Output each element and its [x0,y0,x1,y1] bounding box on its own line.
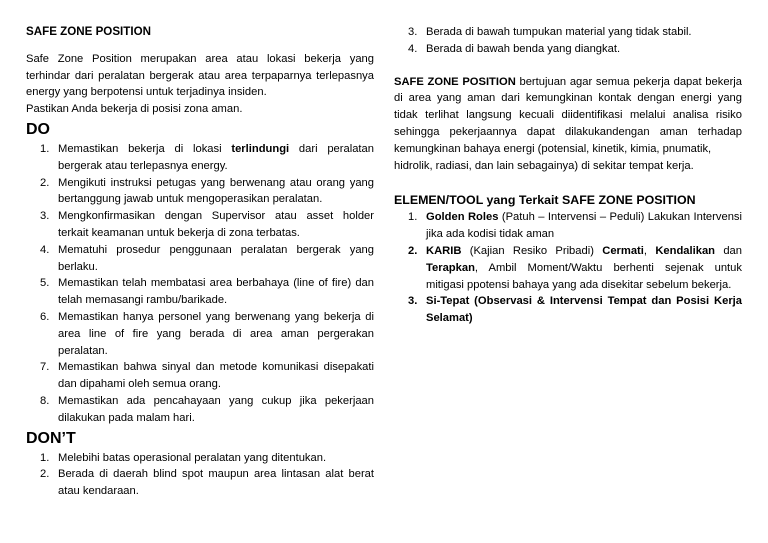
do-item-text: Mengikuti instruksi petugas yang berwenang atau orang yang bertanggung jawab untuk mengoperasikan peralatan. [58,176,374,206]
elements-title: ELEMEN/TOOL yang Terkait SAFE ZONE POSITION [394,193,696,208]
list-number: 6. [40,310,50,323]
element-keyword: Cermati [602,244,644,257]
do-item [26,393,374,427]
element-description: dan [715,244,742,257]
elements-list [394,209,742,327]
list-number: 4. [40,243,50,256]
list-number: 3. [408,295,418,308]
list-number: 3. [40,210,50,223]
intro-paragraph: Safe Zone Position merupakan area atau lokasi bekerja yang terhindar dari peralatan bergerak atau area terpaparnya terlepasnya energy yang berpotensi untuk terjadinya insiden. [26,52,374,99]
do-item-text: Mengkonfirmasikan dengan Supervisor atau asset holder terkait keamanan untuk bekerja di zona terbatas. [58,210,374,239]
do-item-text: Memastikan telah membatasi area berbahaya (line of fire) dan telah memasangi rambu/barikade. [58,277,374,307]
do-item [26,359,374,393]
dont-list [26,450,374,500]
do-item-text: Memastikan hanya personel yang berwenang yang bekerja di area line of fire yang berada di area aman pergerakan peralatan. [58,310,374,357]
intro-note: Pastikan Anda bekerja di posisi zona aman. [26,103,243,116]
list-number: 2. [40,176,50,189]
list-number: 1. [40,451,50,464]
list-number: 7. [40,361,50,374]
dont-list-continued [394,24,742,58]
purpose-paragraph [394,74,742,158]
purpose-continuation: hidrolik, radiasi, dan lain sebagainya) di sekitar tempat kerja. [394,159,694,172]
list-number: 2. [40,468,50,481]
element-keyword: Terapkan [426,261,475,274]
do-item-text: Memastikan ada pencahayaan yang cukup jika pekerjaan dilakukan pada malam hari. [58,394,374,424]
do-heading: DO [26,120,50,138]
do-item-text: Memastikan bahwa sinyal dan metode komunikasi disepakati dan dipahami oleh semua orang. [58,361,374,391]
do-item [26,141,374,175]
element-name: KARIB [426,244,462,257]
list-number: 1. [408,211,418,224]
dont-item-text: Berada di bawah benda yang diangkat. [426,42,621,55]
element-name: Golden Roles [426,211,499,224]
dont-item [394,41,742,58]
list-number: 3. [408,26,418,38]
do-item-text: Mematuhi prosedur penggunaan peralatan bergerak yang berlaku. [58,243,374,273]
dont-item-text: Berada di bawah tumpukan material yang tidak stabil. [426,26,692,38]
do-item [26,275,374,309]
purpose-text: bertujuan agar semua pekerja dapat bekerja di area yang aman dari kemungkinan kontak dengan energi yang tidak terlihat langsung kecuali diidentifikasi melalui analisa risiko sehingga pekerjaannya dapat dilakukandengan aman terhadap kemungkinan bahaya energi (potensial, kinetik, kimia, pnumatik, [394,75,742,155]
element-item [394,293,742,327]
element-description: (Kajian Resiko Pribadi) [461,244,603,257]
do-item-emphasis: terlindungi [231,142,290,155]
element-item [394,243,742,293]
list-number: 4. [408,42,418,55]
list-number: 8. [40,394,50,407]
left-column [26,0,374,500]
element-description: , [643,244,656,257]
list-number: 2. [408,244,418,257]
do-list [26,141,374,427]
document-title: SAFE ZONE POSITION [26,25,151,38]
dont-item [26,466,374,500]
element-keyword: Kendalikan [655,244,716,257]
purpose-lead: SAFE ZONE POSITION [394,75,516,88]
element-name: Si-Tepat (Observasi & Intervensi Tempat dan Posisi Kerja Selamat) [426,295,742,325]
element-item [394,209,742,243]
element-description: , Ambil Moment/Waktu berhenti sejenak untuk mitigasi ppotensi bahaya yang ada disekitar sebelum bekerja. [426,261,742,291]
do-item-text: Memastikan bekerja di lokasi [58,142,232,155]
dont-item [394,24,742,41]
do-item [26,242,374,276]
do-item [26,309,374,359]
dont-item-text: Melebihi batas operasional peralatan yang ditentukan. [58,451,327,464]
element-description: (Patuh – Intervensi – Peduli) Lakukan Intervensi jika ada kodisi tidak aman [426,211,742,241]
dont-heading: DON’T [26,429,76,447]
do-item [26,208,374,242]
list-number: 5. [40,277,50,290]
dont-item-text: Berada di daerah blind spot maupun area lintasan alat berat atau kendaraan. [58,468,374,498]
do-item-text: dari peralatan bergerak atau terlepasnya energy. [58,142,374,172]
dont-item [26,450,374,467]
right-column [394,0,742,327]
list-number: 1. [40,142,50,155]
do-item [26,175,374,209]
